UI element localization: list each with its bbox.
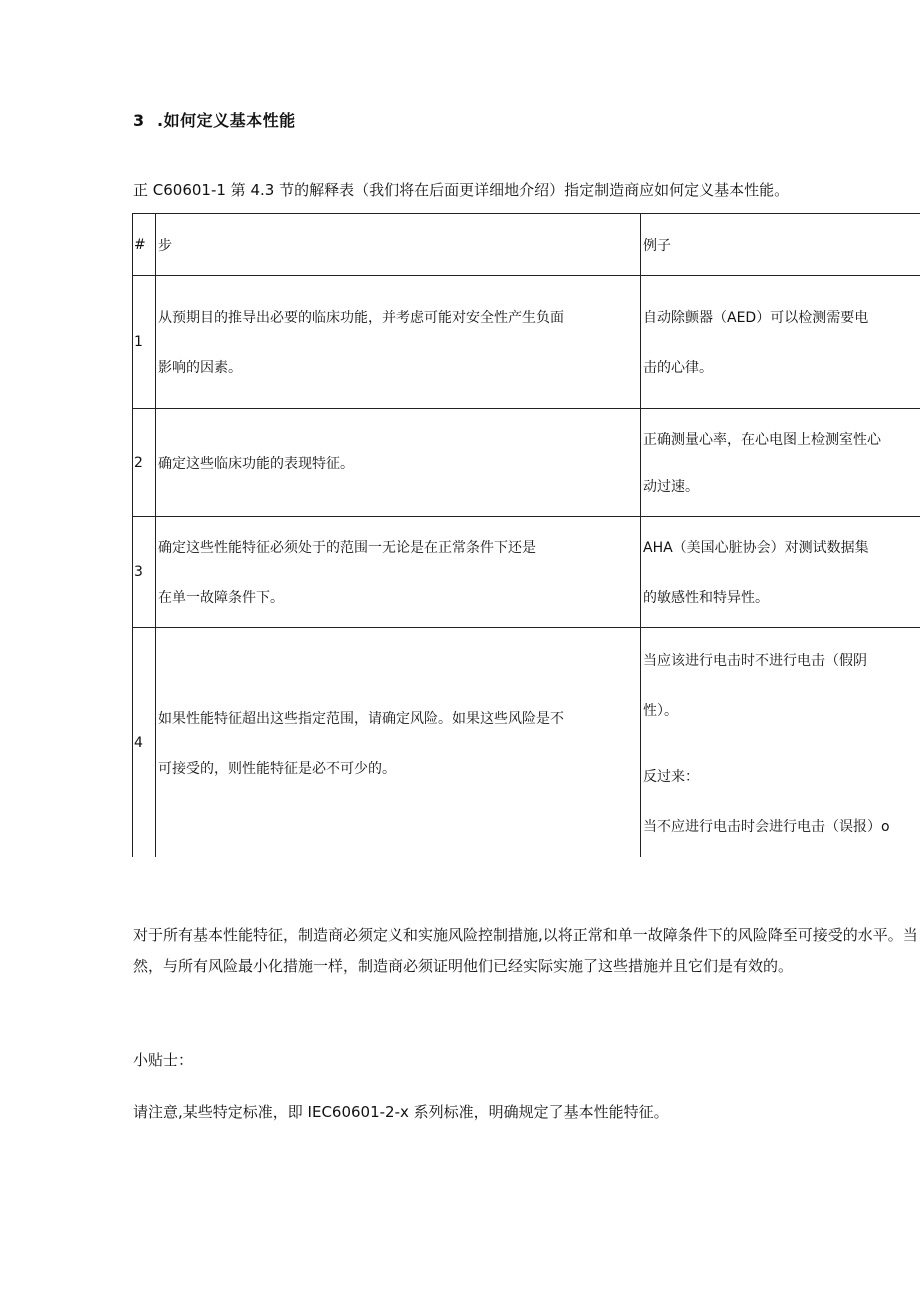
table-row bbox=[133, 517, 920, 628]
step-line: 可接受的，则性能特征是必不可少的。 bbox=[158, 760, 396, 777]
row-example bbox=[641, 517, 920, 628]
table-header-row bbox=[133, 214, 920, 276]
step-line: 如果性能特征超出这些指定范围，请确定风险。如果这些风险是不 bbox=[158, 710, 564, 727]
example-line: 动过速。 bbox=[643, 479, 699, 495]
section-heading bbox=[133, 108, 296, 131]
step-line: 在单一故障条件下。 bbox=[158, 590, 284, 606]
row-step bbox=[156, 628, 641, 858]
row-number: 2 bbox=[133, 409, 156, 517]
example-line: 正确测量心率，在心电图上检测室性心 bbox=[643, 432, 881, 448]
example-line: 性）。 bbox=[643, 702, 678, 719]
step-line: 从预期目的推导出必要的临床功能，并考虑可能对安全性产生负面 bbox=[158, 310, 564, 326]
table-row bbox=[133, 628, 920, 858]
intro-paragraph: 正 C60601-1 第 4.3 节的解释表（我们将在后面更详细地介绍）指定制造商应如何定义基本性能。 bbox=[133, 181, 790, 199]
row-example bbox=[641, 276, 920, 409]
section-number: 3 bbox=[133, 111, 145, 130]
example-line: 的敏感性和特异性。 bbox=[643, 590, 769, 606]
row-step bbox=[156, 409, 641, 517]
header-example: 例子 bbox=[641, 214, 920, 276]
row-example bbox=[641, 409, 920, 517]
row-example bbox=[641, 628, 920, 858]
header-num: # bbox=[133, 214, 156, 276]
example-line: AHA（美国心脏协会）对测试数据集 bbox=[643, 540, 869, 556]
example-line: 当应该进行电击时不进行电击（假阴 bbox=[643, 652, 867, 669]
body-paragraph: 对于所有基本性能特征，制造商必须定义和实施风险控制措施,以将正常和单一故障条件下的风险降至可接受的水平。当然，与所有风险最小化措施一样，制造商必须证明他们已经实际实施了这些措施并且它们是有效的。 bbox=[133, 926, 918, 975]
example-line: 击的心律。 bbox=[643, 360, 713, 376]
step-line: 确定这些临床功能的表现特征。 bbox=[158, 455, 354, 472]
example-line: 自动除颤器（AED）可以检测需要电 bbox=[643, 310, 869, 326]
tip-label: 小贴士： bbox=[133, 1051, 194, 1069]
step-line: 确定这些性能特征必须处于的范围一无论是在正常条件下还是 bbox=[158, 540, 536, 556]
section-title: .如何定义基本性能 bbox=[157, 111, 296, 130]
row-step bbox=[156, 276, 641, 409]
table-row bbox=[133, 409, 920, 517]
header-step: 步 bbox=[156, 214, 641, 276]
row-step bbox=[156, 517, 641, 628]
table-row bbox=[133, 276, 920, 409]
steps-table bbox=[132, 213, 920, 857]
row-number: 1 bbox=[133, 276, 156, 409]
row-number: 4 bbox=[133, 628, 156, 858]
example-line: 当不应进行电击时会进行电击（误报）o bbox=[643, 818, 890, 835]
tip-text: 请注意,某些特定标准，即 IEC60601-2-x 系列标准，明确规定了基本性能特征。 bbox=[133, 1103, 669, 1121]
step-line: 影响的因素。 bbox=[158, 360, 242, 376]
row-number: 3 bbox=[133, 517, 156, 628]
example-line: 反过来： bbox=[643, 768, 699, 785]
